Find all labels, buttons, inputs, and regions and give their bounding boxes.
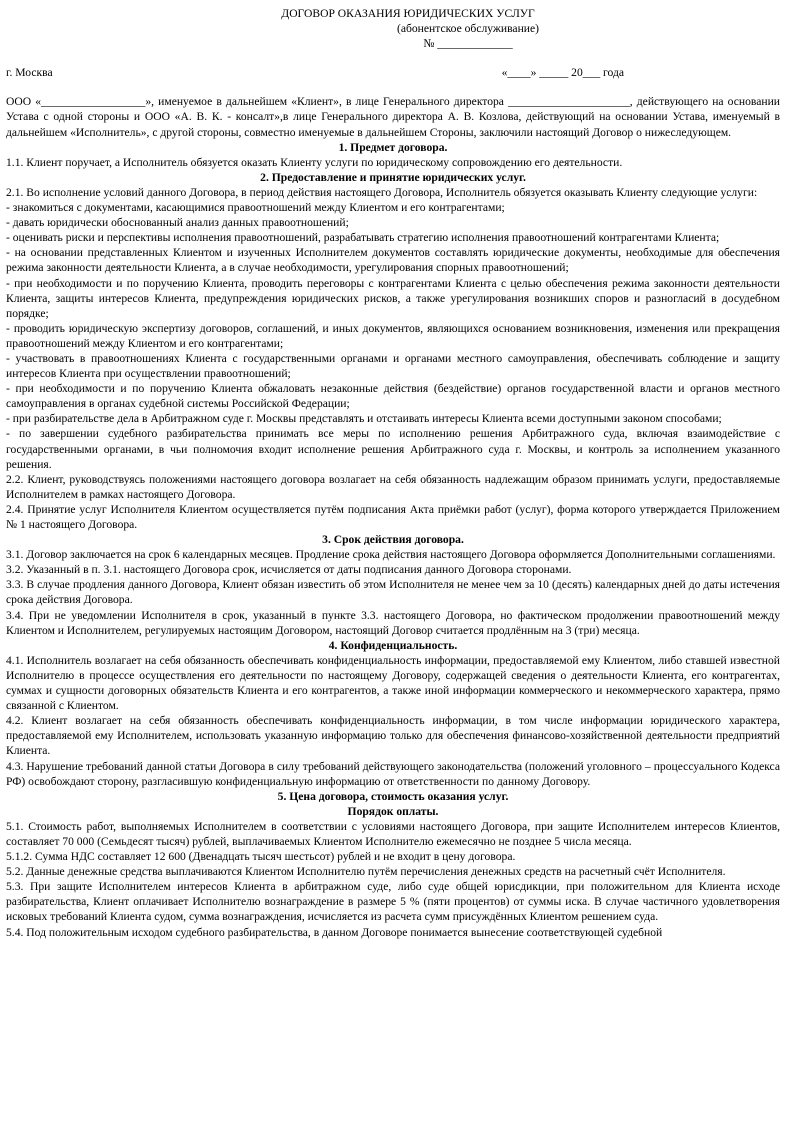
list-item: - давать юридически обоснованный анализ данных правоотношений; bbox=[6, 216, 349, 230]
paragraph: 5.3. При защите Исполнителем интересов Клиента в арбитражном суде, либо суде общей юрисдикции, при положительном для Клиента исходе разбирательства, Клиент оплачивает Исполнителю вознаграждение в размере 5 % (пяти процентов) от суммы иска. В случае частичного удовлетворения исковых требований Клиента судом, сумма вознаграждения, исчисляется из расчета сумм присуждённых Клиентом решением суда. bbox=[6, 880, 780, 924]
section-heading: 3. Срок действия договора. bbox=[322, 533, 464, 547]
list-item: - проводить юридическую экспертизу договоров, соглашений, и иных документов, являющихся основанием возникновения, изменения или прекращения правоотношений между Клиентом и его контрагентами; bbox=[6, 321, 780, 350]
paragraph: 4.2. Клиент возлагает на себя обязанность обеспечивать конфиденциальность информации, в том числе информации юридического характера, предоставляемой ему Исполнителем, использовать указанную информацию только для обеспечения финансово-хозяйственной деятельности предприятий Клиента. bbox=[6, 714, 780, 758]
list-item: - при необходимости и по поручению Клиента обжаловать незаконные действия (бездействие) органов государственной власти и органов местного самоуправления в органах судебной системы Российской Федерации; bbox=[6, 382, 780, 411]
contract-document bbox=[6, 6, 780, 940]
document-subtitle: (абонентское обслуживание) bbox=[396, 22, 539, 36]
preamble: ООО «__________________», именуемое в дальнейшем «Клиент», в лице Генерального директора _____________________, действующего на основании Устава с одной стороны и ООО «А. В. К. - консалт»,в лице Генерального директора А. В. Козлова, действующий на основании Устава, именуемый в дальнейшем «Исполнитель», с другой стороны, совместно именуемые в дальнейшем Стороны, заключили настоящий Договор о нижеследующем. bbox=[6, 95, 780, 139]
paragraph: 2.4. Принятие услуг Исполнителя Клиентом осуществляется путём подписания Акта приёмки работ (услуг), форма которого утверждается Приложением № 1 настоящего Договора. bbox=[6, 502, 780, 531]
contract-date: «____» _____ 20___ года bbox=[501, 66, 624, 80]
paragraph: 2.1. Во исполнение условий данного Договора, в период действия настоящего Договора, Исполнитель обязуется оказывать Клиенту следующие услуги: bbox=[6, 185, 758, 199]
list-item: - при необходимости и по поручению Клиента, проводить переговоры с контрагентами Клиента с целью обеспечения режима законности деятельности Клиента, защиты интересов Клиента, предупреждения юридических рисков, а также урегулирования возникших споров и разногласий в досудебном порядке; bbox=[6, 276, 780, 320]
paragraph: 3.2. Указанный в п. 3.1. настоящего Договора срок, исчисляется от даты подписания данного Договора сторонами. bbox=[6, 563, 572, 577]
list-item: - участвовать в правоотношениях Клиента с государственными органами и органами местного самоуправления, обеспечивать соблюдение и защиту интересов Клиента при осуществлении правоотношений; bbox=[6, 351, 780, 381]
paragraph: 3.4. При не уведомлении Исполнителя в срок, указанный в пункте 3.3. настоящего Договора, но фактическом продолжении правоотношений между Клиентом и Исполнителем, регулируемых настоящим Договором, настоящий Договор считается продлённым на 3 (три) месяца. bbox=[6, 608, 780, 637]
paragraph: 5.1.2. Сумма НДС составляет 12 600 (Двенадцать тысяч шестьсот) рублей и не входит в цену договора. bbox=[6, 850, 516, 864]
section-heading: 5. Цена договора, стоимость оказания услуг. bbox=[277, 789, 509, 803]
place-date-row bbox=[6, 65, 780, 80]
paragraph: 4.3. Нарушение требований данной статьи Договора в силу требований действующего законодательства (положений уголовного – процессуального Кодекса РФ) освобождают сторону, разгласившую конфиденциальную информацию от ответственности по данному Договору. bbox=[6, 759, 780, 788]
list-item: - при разбирательстве дела в Арбитражном суде г. Москвы представлять и отстаивать интересы Клиента всеми доступными законом способами; bbox=[6, 412, 722, 426]
city: г. Москва bbox=[6, 66, 53, 80]
paragraph: 4.1. Исполнитель возлагает на себя обязанность обеспечивать конфиденциальность информации, предоставляемой ему Клиентом, либо ставшей известной Исполнителю в процессе осуществления его деятельности по настоящему Договору, содержащей сведения о деятельности Клиента, его контрагентах, суммах и сущности договорных обязательств Клиента и его контрагентов, а также иной информации коммерческого и некоммерческого характера, прямо связанной с Клиентом. bbox=[6, 653, 780, 713]
paragraph: 2.2. Клиент, руководствуясь положениями настоящего договора возлагает на себя обязанность надлежащим образом принимать услуги, предоставляемые Исполнителем в рамках настоящего Договора. bbox=[6, 472, 780, 501]
paragraph: 3.3. В случае продления данного Договора, Клиент обязан известить об этом Исполнителя не менее чем за 10 (десять) календарных дней до даты истечения срока действия Договора. bbox=[6, 578, 780, 607]
list-item: - по завершении судебного разбирательства принимать все меры по исполнению решения Арбитражного суда, включая взаимодействие с государственными органами, в чьи полномочия входит исполнение решения Арбитражного суда г. Москвы, и контроль за исполнением указанного решения. bbox=[6, 427, 780, 471]
paragraph: 1.1. Клиент поручает, а Исполнитель обязуется оказать Клиенту услуги по юридическому сопровождению его деятельности. bbox=[6, 155, 623, 169]
paragraph: 5.1. Стоимость работ, выполняемых Исполнителем в соответствии с условиями настоящего Договора, при защите Исполнителем интересов Клиентов, составляет 70 000 (Семьдесят тысяч) рублей, выплачиваемых Клиентом Исполнителю ежемесячно не позднее 5 числа месяца. bbox=[6, 819, 780, 848]
section-subheading: Порядок оплаты. bbox=[347, 804, 439, 818]
section-heading: 4. Конфиденциальность. bbox=[328, 638, 458, 652]
paragraph: 3.1. Договор заключается на срок 6 календарных месяцев. Продление срока действия настоящего Договора оформляется Дополнительными соглашениями. bbox=[6, 548, 776, 562]
document-number: № _____________ bbox=[423, 37, 513, 51]
document-title: ДОГОВОР ОКАЗАНИЯ ЮРИДИЧЕСКИХ УСЛУГ bbox=[281, 7, 535, 20]
section-heading: 2. Предоставление и принятие юридических услуг. bbox=[260, 170, 526, 184]
list-item: - на основании представленных Клиентом и изученных Исполнителем документов составлять юридические документы, необходимые для обеспечения режима законности деятельности Клиента, а в случае необходимости, урегулирования спорных правоотношений; bbox=[6, 246, 780, 275]
list-item: - знакомиться с документами, касающимися правоотношений между Клиентом и его контрагентами; bbox=[6, 201, 505, 215]
list-item: - оценивать риски и перспективы исполнения правоотношений, разрабатывать стратегию исполнения правоотношений контрагентами Клиента; bbox=[6, 231, 720, 245]
paragraph: 5.2. Данные денежные средства выплачиваются Клиентом Исполнителю путём перечисления денежных средств на расчетный счёт Исполнителя. bbox=[6, 865, 726, 879]
paragraph: 5.4. Под положительным исходом судебного разбирательства, в данном Договоре понимается вынесение соответствующей судебной bbox=[6, 925, 663, 939]
section-heading: 1. Предмет договора. bbox=[338, 140, 448, 154]
